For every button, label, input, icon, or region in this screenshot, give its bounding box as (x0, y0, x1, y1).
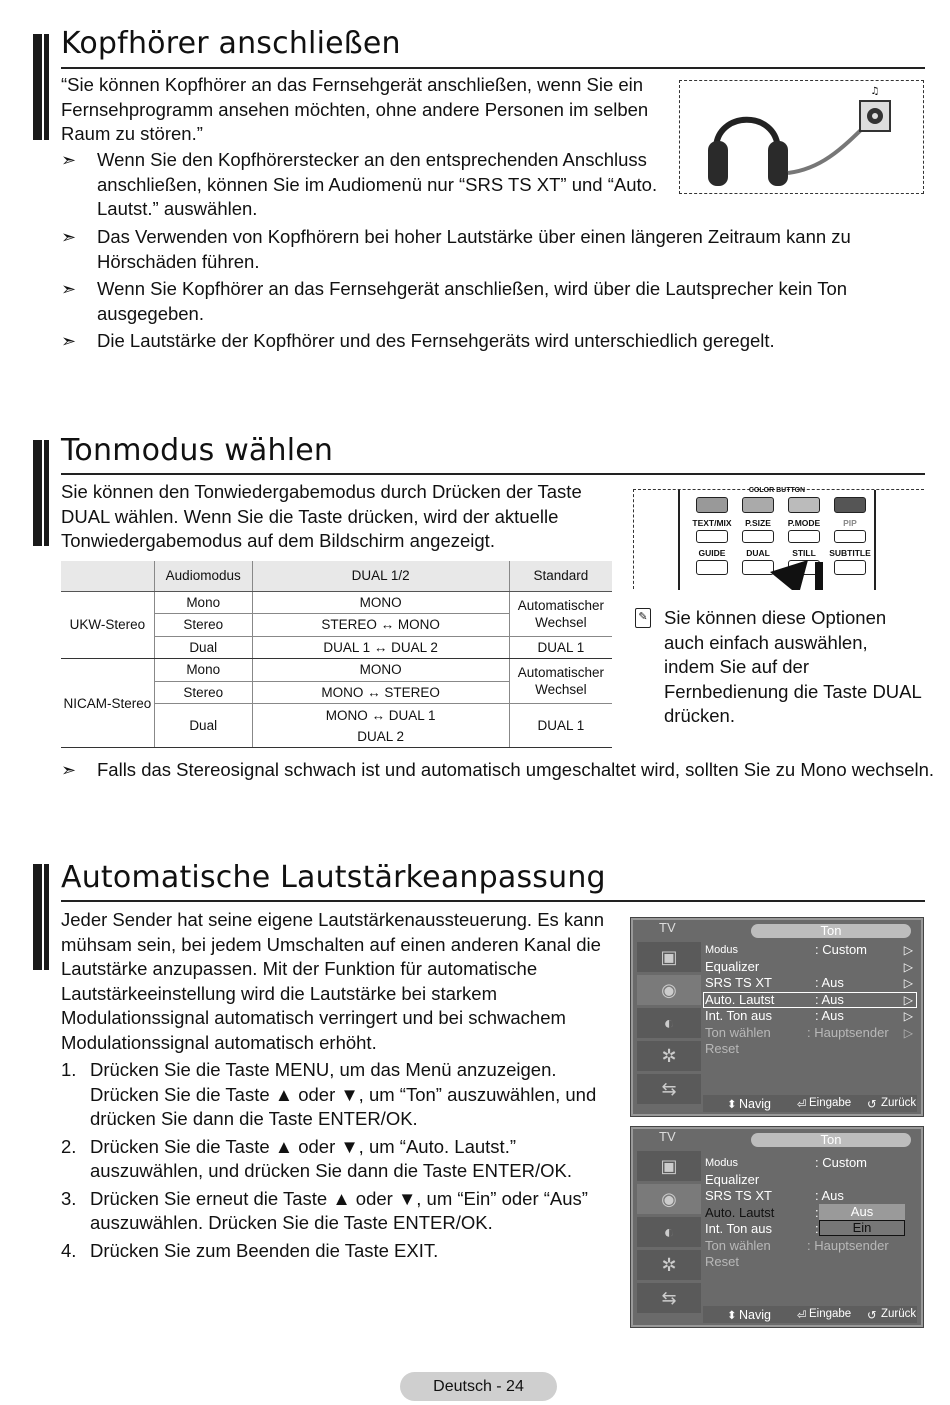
table-cell: Stereo (154, 614, 252, 637)
tv-label: TV (659, 1129, 676, 1144)
table-cell: Dual (154, 704, 252, 748)
svg-text:♫: ♫ (870, 86, 880, 97)
note-item: ➣ Die Lautstärke der Kopfhörer und des Fernsehgeräts wird unterschiedlich geregelt. (61, 329, 881, 354)
arrow-icon: ➣ (61, 331, 77, 351)
arrow-right-icon: ▷ (903, 1009, 913, 1023)
option-ein[interactable]: Ein (819, 1220, 905, 1236)
menu-row[interactable]: Equalizer ▷ (705, 958, 913, 974)
option-popup (819, 1204, 905, 1236)
step-item: 2. Drücken Sie die Taste ▲ oder ▼, um “Auto. Lautst.” auszuwählen, und drücken Sie dann die Taste ENTER/OK. (61, 1135, 572, 1181)
tv-label: TV (659, 920, 676, 935)
note-item: ➣ Das Verwenden von Kopfhörern bei hoher Lautstärke über einen längeren Zeitraum kann zu Hörschäden führen. (61, 226, 851, 272)
remote-label: P.SIZE (745, 518, 771, 528)
menu-footer: ⬍ Navig ⏎ Eingabe ↺ Zurück (703, 1095, 917, 1112)
arrow-icon: ➣ (61, 150, 77, 170)
section-title: Kopfhörer anschließen (61, 26, 401, 61)
arrow-right-icon: ▷ (903, 992, 913, 1007)
color-button-label: COLOR BUTTON (748, 487, 806, 494)
step-item: 1. Drücken Sie die Taste MENU, um das Menü anzuzeigen. Drücken Sie die Taste ▲ oder ▼, um “Ton” auszuwählen, und drücken Sie dann die Taste ENTER/OK. (61, 1059, 597, 1129)
table-header: Standard (509, 561, 612, 591)
input-icon: ⇆ (637, 1074, 701, 1104)
table-cell: DUAL 1 (509, 636, 612, 659)
table-header: Audiomodus (154, 561, 252, 591)
menu-row[interactable]: Modus : Custom ▷ (705, 942, 913, 957)
note-item: ➣ Wenn Sie Kopfhörer an das Fernsehgerät anschließen, wird über die Lautsprecher kein Ton ausgegeben. (61, 278, 848, 324)
tip-note: ✎ Sie können diese Optionen auch einfach auswählen, indem Sie auf der Fernbedienung die Taste DUAL drücken. (633, 606, 923, 729)
remote-label: PIP (843, 518, 857, 528)
table-cell: Automatischer Wechsel (509, 591, 612, 636)
setup-icon: ✲ (637, 1041, 701, 1071)
table-header (61, 561, 154, 591)
menu-row[interactable]: Equalizer (705, 1171, 760, 1187)
remote-label: P.MODE (787, 518, 821, 528)
arrow-icon: ➣ (61, 227, 77, 247)
input-icon: ⇆ (637, 1283, 701, 1313)
remote-label: SUBTITLE (829, 548, 871, 558)
arrow-icon: ➣ (61, 760, 77, 780)
sound-icon: ◉ (637, 1184, 701, 1214)
menu-row[interactable]: Ton wählen : Hauptsender ▷ (705, 1024, 913, 1040)
steps-list (61, 1058, 611, 1263)
headphone-illustration (679, 80, 924, 194)
section-rule (61, 900, 925, 902)
sound-icon: ◉ (637, 975, 701, 1005)
channel-icon: ◐ (637, 1008, 701, 1038)
picture-icon: ▣ (637, 942, 701, 972)
step-item: 4. Drücken Sie zum Beenden die Taste EXIT. (61, 1239, 439, 1261)
menu-row[interactable]: Int. Ton aus : (705, 1221, 819, 1236)
section-bar (33, 34, 49, 140)
note-item: ➣ Wenn Sie den Kopfhörerstecker an den entsprechenden Anschluss anschließen, können Sie im Audiomenü nur “SRS TS XT” und “Auto. Lautst.” auswählen. (61, 149, 658, 219)
table-cell: Stereo (154, 681, 252, 704)
return-icon: ↺ (867, 1099, 877, 1111)
table-cell: MONO ↔ STEREO (252, 681, 509, 704)
menu-header: Ton (751, 1133, 911, 1147)
step-item: 3. Drücken Sie erneut die Taste ▲ oder ▼, um “Ein” oder “Aus” auszuwählen. Drücken Sie die Taste ENTER/OK. (61, 1187, 588, 1233)
table-header: DUAL 1/2 (252, 561, 509, 591)
remote-illustration (633, 489, 924, 589)
intro-paragraph: “Sie können Kopfhörer an das Fernsehgerät anschließen, wenn Sie ein Fernsehprogramm ansehen möchten, ohne andere Personen im selben Raum zu stören.” (61, 74, 649, 144)
updown-icon: ⬍ (727, 1310, 737, 1322)
menu-row[interactable]: Int. Ton aus : Aus ▷ (705, 1008, 913, 1023)
tv-menu-screenshot (631, 918, 923, 1116)
table-cell: Mono (154, 659, 252, 682)
menu-row[interactable]: SRS TS XT : Aus (705, 1188, 844, 1203)
table-cell: DUAL 1 ↔ DUAL 2 (252, 636, 509, 659)
table-cell: STEREO ↔ MONO (252, 614, 509, 637)
page-number: Deutsch - 24 (400, 1372, 557, 1401)
arrow-right-icon: ▷ (903, 976, 913, 990)
menu-header: Ton (751, 924, 911, 938)
menu-rows (703, 942, 917, 1058)
sound-mode-table (61, 561, 612, 748)
table-cell: Mono (154, 591, 252, 614)
tv-menu-screenshot (631, 1127, 923, 1327)
arrow-right-icon: ▷ (903, 1025, 913, 1040)
cycle-label: DUAL 2 (357, 728, 405, 744)
remote-label: TEXT/MIX (692, 518, 732, 528)
menu-row[interactable]: Auto. Lautst : (705, 1204, 819, 1220)
table-cell: MONO (252, 591, 509, 614)
section-bar (33, 440, 49, 546)
enter-icon: ⏎ (797, 1099, 807, 1111)
remote-label: GUIDE (698, 548, 726, 558)
menu-row-selected[interactable]: Auto. Lautst : Aus ▷ (703, 992, 917, 1009)
option-aus[interactable]: Aus (819, 1204, 905, 1220)
enter-icon: ⏎ (797, 1310, 807, 1322)
arrow-icon: ➣ (61, 279, 77, 299)
table-cell (252, 704, 509, 748)
section-bar (33, 864, 49, 970)
table-cell: Automatischer Wechsel (509, 659, 612, 704)
menu-row[interactable]: Ton wählen : Hauptsender (705, 1237, 889, 1253)
arrow-right-icon: ▷ (903, 943, 913, 957)
section-rule (61, 67, 925, 69)
table-group-label: UKW-Stereo (61, 591, 154, 659)
table-cell: Dual (154, 636, 252, 659)
setup-icon: ✲ (637, 1250, 701, 1280)
headphone-icon (680, 81, 922, 191)
note-icon: ✎ (635, 608, 651, 628)
channel-icon: ◐ (637, 1217, 701, 1247)
return-icon: ↺ (867, 1310, 877, 1322)
note-item: ➣ Falls das Stereosignal schwach ist und automatisch umgeschaltet wird, sollten Sie zu Mono wechseln. (61, 758, 941, 783)
menu-sidebar (637, 1151, 701, 1316)
table-cell: DUAL 1 (509, 704, 612, 748)
intro-paragraph: Sie können den Tonwiedergabemodus durch Drücken der Taste DUAL wählen. Wenn Sie die Taste drücken, wird der aktuelle Tonwiedergabemodus auf dem Bildschirm angezeigt. (61, 481, 582, 551)
section-title: Automatische Lautstärkeanpassung (61, 860, 606, 895)
intro-paragraph: Jeder Sender hat seine eigene Lautstärkenaussteuerung. Es kann mühsam sein, bei jedem Umschalten auf einen anderen Kanal die Lautstärke anzupassen. Mit der Funktion für automatische Lautstärkeeinstellung wird die Lautstärke bei starkem Modulationssignal automatisch verringert und bei schwachem Modulationssignal automatisch erhöht. (61, 909, 605, 1053)
pointer-arrow-icon (680, 490, 878, 590)
section-title: Tonmodus wählen (61, 433, 334, 468)
menu-footer: ⬍ Navig ⏎ Eingabe ↺ Zurück (703, 1306, 917, 1323)
updown-icon: ⬍ (727, 1099, 737, 1111)
picture-icon: ▣ (637, 1151, 701, 1181)
menu-row[interactable]: SRS TS XT : Aus ▷ (705, 975, 913, 990)
section-rule (61, 473, 925, 475)
table-group-label: NICAM-Stereo (61, 659, 154, 748)
remote-label: STILL (792, 548, 816, 558)
arrow-right-icon: ▷ (903, 959, 913, 974)
remote-label: DUAL (746, 548, 770, 558)
menu-sidebar (637, 942, 701, 1107)
menu-row[interactable]: Modus : Custom (705, 1155, 868, 1170)
cycle-label: MONO ↔ DUAL 1 (325, 707, 436, 723)
table-cell: MONO (252, 659, 509, 682)
menu-row[interactable]: Reset (705, 1041, 739, 1056)
menu-row[interactable]: Reset (705, 1254, 739, 1269)
